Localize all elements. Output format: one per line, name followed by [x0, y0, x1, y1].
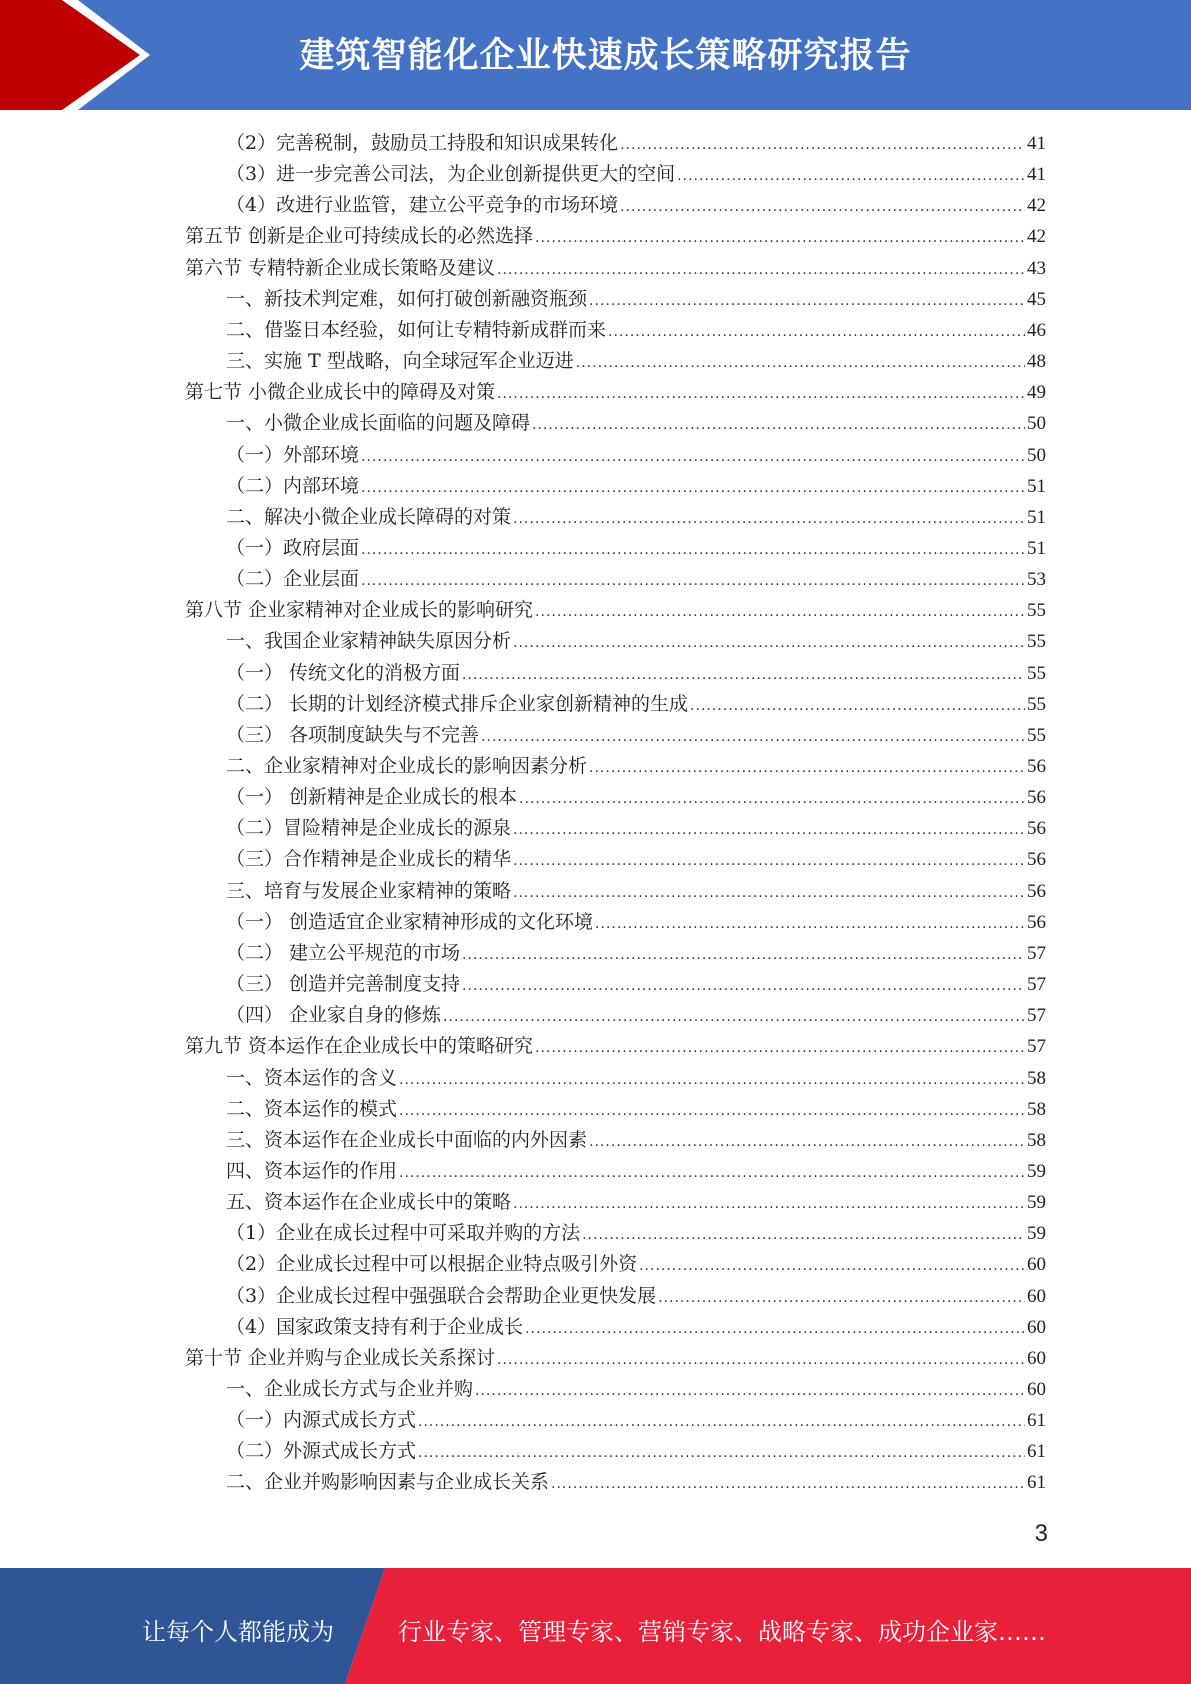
toc-entry-title: （二）冒险精神是企业成长的源泉	[226, 817, 512, 839]
toc-dot-leader	[525, 1314, 1025, 1345]
toc-entry[interactable]	[226, 440, 1046, 471]
toc-entry-title: （一） 创新精神是企业成长的根本	[226, 786, 518, 808]
toc-entry[interactable]	[185, 221, 1046, 252]
toc-dot-leader	[443, 1002, 1025, 1033]
toc-entry-page: 49	[1027, 382, 1046, 403]
toc-entry-page: 58	[1027, 1068, 1046, 1089]
toc-entry[interactable]	[226, 1436, 1046, 1467]
toc-entry-page: 51	[1027, 507, 1046, 528]
toc-entry-title: （三）合作精神是企业成长的精华	[226, 848, 512, 870]
toc-dot-leader	[361, 535, 1025, 566]
toc-entry-page: 43	[1027, 258, 1046, 279]
toc-entry-title: （4）国家政策支持有利于企业成长	[226, 1316, 524, 1338]
toc-entry-page: 41	[1027, 133, 1046, 154]
toc-dot-leader	[497, 255, 1025, 286]
toc-dot-leader	[589, 286, 1025, 317]
toc-entry[interactable]	[226, 938, 1046, 969]
toc-dot-leader	[589, 1127, 1025, 1158]
toc-entry[interactable]	[226, 471, 1046, 502]
toc-entry-title: 二、企业并购影响因素与企业成长关系	[226, 1471, 550, 1493]
toc-entry-title: 第八节 企业家精神对企业成长的影响研究	[185, 599, 534, 621]
toc-dot-leader	[418, 1438, 1025, 1469]
toc-entry-title: （二）企业层面	[226, 568, 360, 590]
toc-entry-title: （1）企业在成长过程中可采取并购的方法	[226, 1222, 581, 1244]
toc-entry-page: 60	[1027, 1379, 1046, 1400]
toc-entry-title: （4）改进行业监管，建立公平竞争的市场环境	[226, 194, 619, 216]
page-footer	[0, 1568, 1191, 1684]
toc-entry[interactable]	[226, 969, 1046, 1000]
toc-entry[interactable]	[226, 689, 1046, 720]
toc-entry[interactable]	[226, 1000, 1046, 1031]
toc-entry-title: 一、小微企业成长面临的问题及障碍	[226, 412, 531, 434]
toc-dot-leader	[595, 909, 1025, 940]
toc-dot-leader	[481, 722, 1025, 753]
toc-dot-leader	[551, 1469, 1025, 1500]
toc-entry[interactable]	[226, 533, 1046, 564]
toc-entry[interactable]	[185, 1031, 1046, 1062]
toc-entry[interactable]	[185, 595, 1046, 626]
toc-entry-page: 56	[1027, 912, 1046, 933]
toc-entry-title: （三） 创造并完善制度支持	[226, 973, 461, 995]
toc-entry[interactable]	[226, 844, 1046, 875]
toc-dot-leader	[475, 1376, 1025, 1407]
toc-entry[interactable]	[226, 782, 1046, 813]
toc-entry[interactable]	[185, 377, 1046, 408]
toc-entry[interactable]	[226, 876, 1046, 907]
toc-entry-page: 56	[1027, 756, 1046, 777]
toc-entry-page: 56	[1027, 849, 1046, 870]
toc-entry-title: （二）外源式成长方式	[226, 1440, 417, 1462]
toc-entry[interactable]	[226, 813, 1046, 844]
toc-entry-title: （2）企业成长过程中可以根据企业特点吸引外资	[226, 1253, 638, 1275]
toc-entry[interactable]	[226, 190, 1046, 221]
toc-dot-leader	[620, 192, 1025, 223]
toc-dot-leader	[535, 223, 1025, 254]
toc-dot-leader	[399, 1065, 1025, 1096]
toc-entry-title: （3）企业成长过程中强强联合会帮助企业更快发展	[226, 1285, 657, 1307]
toc-entry-page: 61	[1027, 1441, 1046, 1462]
toc-dot-leader	[690, 691, 1025, 722]
toc-dot-leader	[532, 410, 1025, 441]
toc-entry-page: 60	[1027, 1317, 1046, 1338]
toc-dot-leader	[361, 473, 1025, 504]
toc-entry-title: （一）内源式成长方式	[226, 1409, 417, 1431]
toc-entry-page: 50	[1027, 445, 1046, 466]
toc-entry[interactable]	[185, 253, 1046, 284]
toc-dot-leader	[519, 784, 1025, 815]
toc-entry-title: 第六节 专精特新企业成长策略及建议	[185, 257, 496, 279]
toc-dot-leader	[513, 878, 1025, 909]
toc-entry-page: 41	[1027, 164, 1046, 185]
toc-entry[interactable]	[226, 1249, 1046, 1280]
toc-entry-page: 56	[1027, 818, 1046, 839]
toc-entry-title: 三、资本运作在企业成长中面临的内外因素	[226, 1129, 588, 1151]
toc-entry[interactable]	[226, 1218, 1046, 1249]
toc-entry-page: 48	[1027, 351, 1046, 372]
toc-entry-title: （二） 长期的计划经济模式排斥企业家创新精神的生成	[226, 693, 689, 715]
toc-entry-page: 60	[1027, 1254, 1046, 1275]
toc-dot-leader	[620, 130, 1025, 161]
toc-entry-page: 57	[1027, 1005, 1046, 1026]
toc-entry[interactable]	[226, 1187, 1046, 1218]
toc-entry-title: （2）完善税制，鼓励员工持股和知识成果转化	[226, 132, 619, 154]
toc-entry-title: 一、新技术判定难，如何打破创新融资瓶颈	[226, 288, 588, 310]
toc-dot-leader	[535, 1033, 1025, 1064]
toc-entry-page: 58	[1027, 1130, 1046, 1151]
toc-entry-title: 二、解决小微企业成长障碍的对策	[226, 506, 512, 528]
toc-entry-title: 第五节 创新是企业可持续成长的必然选择	[185, 225, 534, 247]
toc-entry[interactable]	[226, 626, 1046, 657]
toc-dot-leader	[582, 1220, 1025, 1251]
toc-entry[interactable]	[185, 1343, 1046, 1374]
toc-dot-leader	[513, 815, 1025, 846]
toc-entry-title: （一）外部环境	[226, 444, 360, 466]
toc-entry-page: 59	[1027, 1192, 1046, 1213]
toc-entry[interactable]	[226, 1094, 1046, 1125]
toc-entry-title: （一） 传统文化的消极方面	[226, 662, 461, 684]
toc-dot-leader	[513, 504, 1025, 535]
toc-entry-page: 51	[1027, 476, 1046, 497]
toc-entry[interactable]	[226, 1405, 1046, 1436]
toc-entry-title: 五、资本运作在企业成长中的策略	[226, 1191, 512, 1213]
toc-entry-title: 二、借鉴日本经验，如何让专精特新成群而来	[226, 319, 607, 341]
toc-entry[interactable]	[226, 315, 1046, 346]
toc-entry-page: 55	[1027, 663, 1046, 684]
toc-dot-leader	[462, 940, 1025, 971]
toc-entry-title: 第十节 企业并购与企业成长关系探讨	[185, 1347, 496, 1369]
toc-dot-leader	[576, 348, 1025, 379]
toc-entry-page: 60	[1027, 1286, 1046, 1307]
toc-entry[interactable]	[226, 1312, 1046, 1343]
toc-dot-leader	[497, 1345, 1025, 1376]
toc-entry-page: 51	[1027, 538, 1046, 559]
toc-entry-title: 第七节 小微企业成长中的障碍及对策	[185, 381, 496, 403]
toc-dot-leader	[418, 1407, 1025, 1438]
toc-dot-leader	[658, 1283, 1025, 1314]
toc-entry[interactable]	[226, 658, 1046, 689]
toc-entry-page: 61	[1027, 1410, 1046, 1431]
toc-dot-leader	[535, 597, 1025, 628]
toc-entry-title: （一） 创造适宜企业家精神形成的文化环境	[226, 911, 594, 933]
toc-entry-title: 一、企业成长方式与企业并购	[226, 1378, 474, 1400]
toc-entry[interactable]	[226, 907, 1046, 938]
toc-entry[interactable]	[226, 1156, 1046, 1187]
toc-entry-title: 三、实施 T 型战略，向全球冠军企业迈进	[226, 350, 574, 372]
toc-entry-page: 56	[1027, 787, 1046, 808]
toc-entry-page: 59	[1027, 1161, 1046, 1182]
toc-dot-leader	[513, 1189, 1025, 1220]
toc-entry-page: 55	[1027, 725, 1046, 746]
toc-entry[interactable]	[226, 284, 1046, 315]
toc-entry-page: 60	[1027, 1348, 1046, 1369]
toc-dot-leader	[513, 628, 1025, 659]
toc-dot-leader	[399, 1096, 1025, 1127]
toc-dot-leader	[513, 846, 1025, 877]
toc-entry-title: （二）内部环境	[226, 475, 360, 497]
toc-entry-page: 57	[1027, 974, 1046, 995]
toc-entry-page: 61	[1027, 1472, 1046, 1493]
toc-entry-page: 53	[1027, 569, 1046, 590]
toc-entry-page: 59	[1027, 1223, 1046, 1244]
toc-entry-page: 57	[1027, 943, 1046, 964]
footer-slogan-right: 行业专家、管理专家、营销专家、战略专家、成功企业家……	[398, 1618, 1046, 1646]
toc-entry-title: （一）政府层面	[226, 537, 360, 559]
toc-entry-title: 二、企业家精神对企业成长的影响因素分析	[226, 755, 588, 777]
toc-entry-page: 55	[1027, 600, 1046, 621]
toc-dot-leader	[462, 660, 1025, 691]
toc-entry-page: 50	[1027, 413, 1046, 434]
toc-entry-title: 一、资本运作的含义	[226, 1067, 398, 1089]
toc-entry[interactable]	[226, 751, 1046, 782]
toc-entry-page: 55	[1027, 631, 1046, 652]
toc-entry-title: 二、资本运作的模式	[226, 1098, 398, 1120]
toc-entry-page: 56	[1027, 881, 1046, 902]
toc-entry[interactable]	[226, 159, 1046, 190]
toc-entry[interactable]	[226, 1467, 1046, 1498]
toc-dot-leader	[399, 1158, 1025, 1189]
toc-entry[interactable]	[226, 408, 1046, 439]
toc-dot-leader	[497, 379, 1025, 410]
toc-entry[interactable]	[226, 502, 1046, 533]
toc-entry[interactable]	[226, 1374, 1046, 1405]
toc-dot-leader	[677, 161, 1025, 192]
toc-entry-page: 58	[1027, 1099, 1046, 1120]
footer-slogan-left: 让每个人都能成为	[142, 1618, 334, 1646]
toc-entry-title: 一、我国企业家精神缺失原因分析	[226, 630, 512, 652]
toc-dot-leader	[589, 753, 1025, 784]
toc-entry[interactable]	[226, 128, 1046, 159]
page-header	[0, 0, 1191, 110]
toc-dot-leader	[639, 1251, 1025, 1282]
toc-entry[interactable]	[226, 346, 1046, 377]
page-number: 3	[1034, 1520, 1048, 1547]
toc-entry-title: 四、资本运作的作用	[226, 1160, 398, 1182]
toc-entry[interactable]	[226, 1063, 1046, 1094]
toc-dot-leader	[361, 442, 1025, 473]
toc-entry[interactable]	[226, 1281, 1046, 1312]
toc-entry[interactable]	[226, 564, 1046, 595]
toc-entry-page: 42	[1027, 195, 1046, 216]
toc-entry-page: 57	[1027, 1036, 1046, 1057]
toc-entry-title: （三） 各项制度缺失与不完善	[226, 724, 480, 746]
toc-dot-leader	[361, 566, 1025, 597]
toc-dot-leader	[608, 317, 1025, 348]
toc-entry-page: 42	[1027, 226, 1046, 247]
toc-entry-title: （3）进一步完善公司法，为企业创新提供更大的空间	[226, 163, 676, 185]
toc-entry-title: （四） 企业家自身的修炼	[226, 1004, 442, 1026]
toc-entry-title: （二） 建立公平规范的市场	[226, 942, 461, 964]
toc-entry-page: 45	[1027, 289, 1046, 310]
toc-dot-leader	[462, 971, 1025, 1002]
toc-entry-page: 55	[1027, 694, 1046, 715]
toc-entry-title: 三、培育与发展企业家精神的策略	[226, 880, 512, 902]
toc-entry-title: 第九节 资本运作在企业成长中的策略研究	[185, 1035, 534, 1057]
toc-entry-page: 46	[1027, 320, 1046, 341]
toc-entry[interactable]	[226, 720, 1046, 751]
report-title: 建筑智能化企业快速成长策略研究报告	[299, 36, 912, 76]
toc-entry[interactable]	[226, 1125, 1046, 1156]
